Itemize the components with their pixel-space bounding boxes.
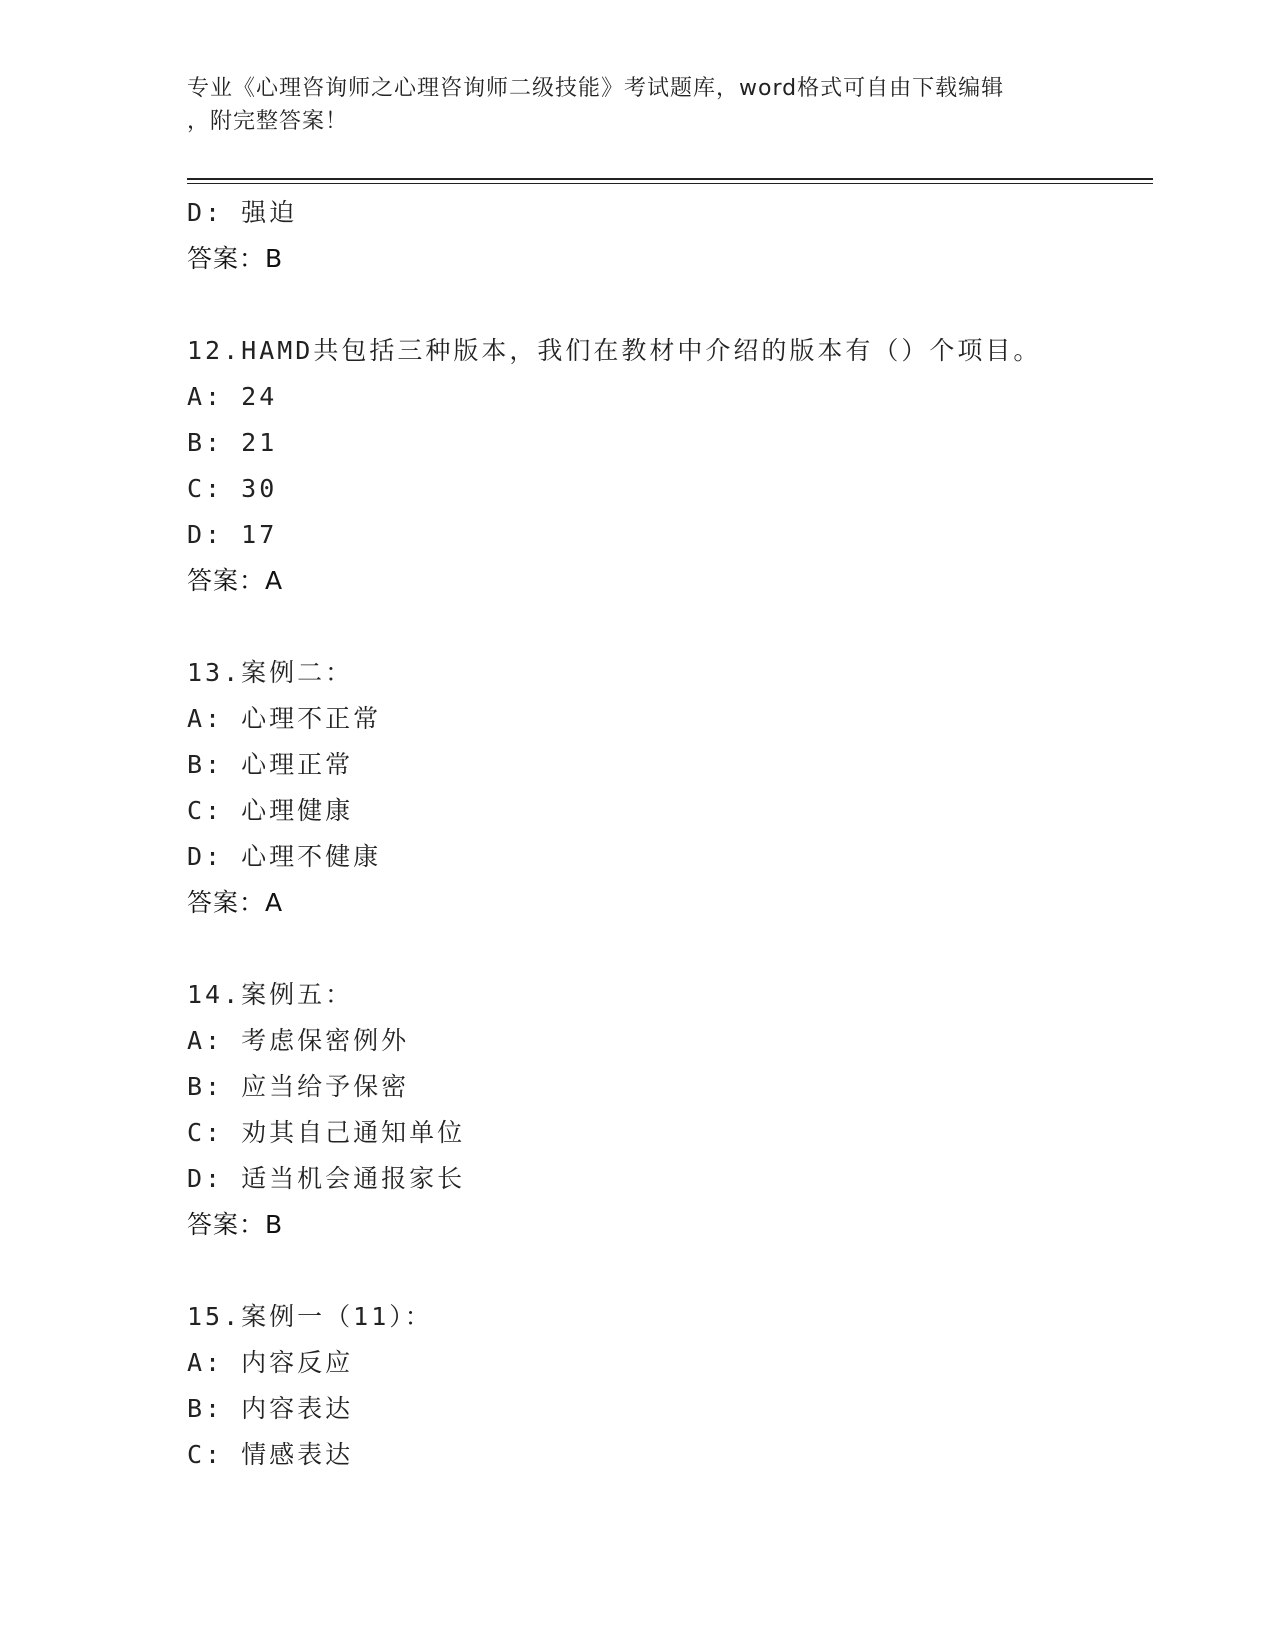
- question-15: [187, 1294, 1153, 1478]
- question-stem: 12.HAMD共包括三种版本，我们在教材中介绍的版本有（）个项目。: [187, 336, 1042, 365]
- option-c: C: 心理健康: [187, 796, 354, 825]
- spacer: [187, 604, 1153, 650]
- answer-line: 答案：A: [187, 888, 284, 917]
- header-divider-thick: [187, 178, 1153, 180]
- option-a: A: 24: [187, 382, 278, 411]
- spacer: [187, 1248, 1153, 1294]
- option-b: B: 心理正常: [187, 750, 354, 779]
- document-header: [187, 72, 1087, 138]
- header-divider-thin: [187, 183, 1153, 184]
- answer-line: 答案：A: [187, 566, 284, 595]
- question-14: [187, 972, 1153, 1248]
- option-d: D: 17: [187, 520, 278, 549]
- header-line-1: 专业《心理咨询师之心理咨询师二级技能》考试题库，word格式可自由下载编辑: [187, 76, 1005, 101]
- option-a: A: 考虑保密例外: [187, 1026, 410, 1055]
- option-d: D: 强迫: [187, 198, 298, 227]
- option-b: B: 应当给予保密: [187, 1072, 410, 1101]
- option-d: D: 适当机会通报家长: [187, 1164, 466, 1193]
- spacer: [187, 282, 1153, 328]
- answer-line: 答案：B: [187, 244, 284, 273]
- option-b: B: 21: [187, 428, 278, 457]
- question-stem: 13.案例二：: [187, 658, 354, 687]
- question-12: [187, 328, 1153, 604]
- header-line-2: ，附完整答案！: [187, 109, 349, 134]
- option-c: C: 劝其自己通知单位: [187, 1118, 466, 1147]
- option-a: A: 心理不正常: [187, 704, 382, 733]
- question-list: [187, 190, 1153, 1478]
- question-stem: 15.案例一（11）：: [187, 1302, 433, 1331]
- answer-line: 答案：B: [187, 1210, 284, 1239]
- option-a: A: 内容反应: [187, 1348, 354, 1377]
- spacer: [187, 926, 1153, 972]
- question-stem: 14.案例五：: [187, 980, 354, 1009]
- option-d: D: 心理不健康: [187, 842, 382, 871]
- option-c: C: 情感表达: [187, 1440, 354, 1469]
- option-b: B: 内容表达: [187, 1394, 354, 1423]
- option-c: C: 30: [187, 474, 278, 503]
- question-13: [187, 650, 1153, 926]
